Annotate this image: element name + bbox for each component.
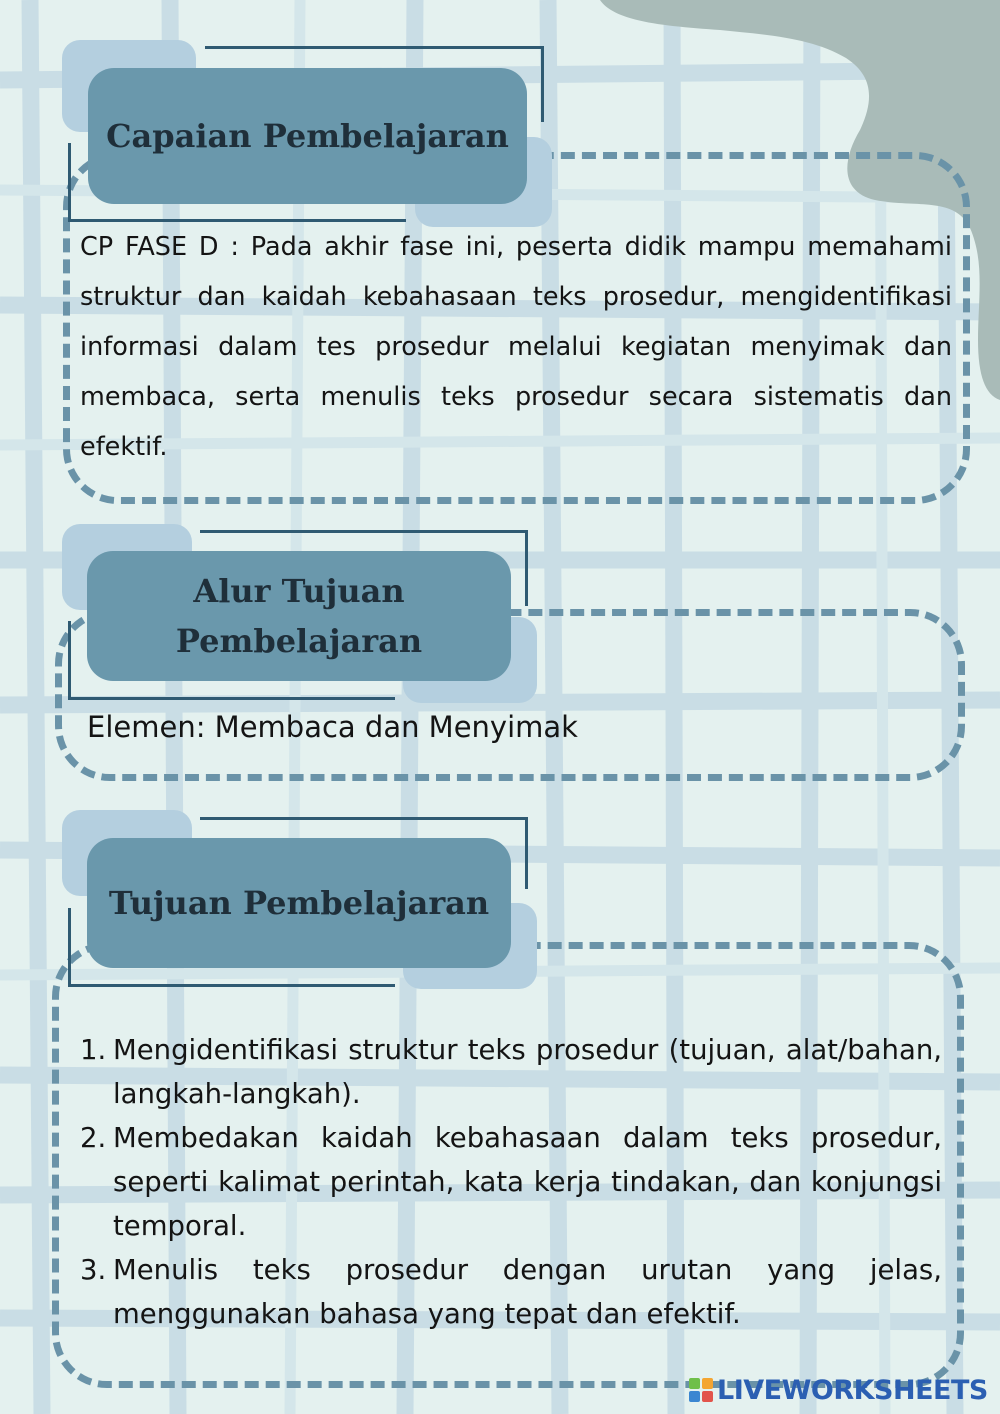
atp-tab-line-top — [200, 530, 528, 533]
atp-title-tab — [87, 551, 511, 681]
list-item — [80, 1028, 942, 1116]
tp-title-tab — [87, 838, 511, 968]
cp-title-tab — [88, 68, 527, 204]
tp-title: Tujuan Pembelajaran — [108, 884, 490, 922]
atp-title-line-1: Alur Tujuan — [193, 572, 405, 610]
tp-tab-line-top — [200, 817, 528, 820]
list-item-number: 2. — [80, 1122, 107, 1154]
liveworksheets-brand-text: LIVEWORKSHEETS — [717, 1374, 988, 1406]
tp-list — [80, 1028, 942, 1336]
atp-tab-line-right — [525, 530, 528, 606]
cp-body-text: CP FASE D : Pada akhir fase ini, peserta didik mampu memahami struktur dan kaidah kebahasaan teks prosedur, mengidentifikasi informasi dalam tes prosedur melalui kegiatan menyimak dan membaca, serta menulis teks prosedur secara sistematis dan efektif. — [80, 232, 952, 462]
tp-tab-line-right — [525, 817, 528, 889]
list-item-text: Mengidentifikasi struktur teks prosedur (tujuan, alat/bahan, langkah-langkah). — [113, 1034, 942, 1110]
cp-tab-line-right — [541, 46, 544, 122]
liveworksheets-brand[interactable] — [688, 1371, 988, 1409]
atp-title-line-2: Pembelajaran — [175, 622, 423, 660]
list-item — [80, 1116, 942, 1248]
tp-tab-line-left — [68, 908, 71, 986]
cp-title: Capaian Pembelajaran — [106, 117, 509, 155]
atp-elemen-text: Elemen: Membaca dan Menyimak — [87, 710, 578, 744]
tp-tab-line-bottom — [68, 984, 395, 987]
cp-tab-line-top — [205, 46, 544, 49]
list-item-text: Membedakan kaidah kebahasaan dalam teks prosedur, seperti kalimat perintah, kata kerja tindakan, dan konjungsi temporal. — [113, 1122, 942, 1242]
list-item-text: Menulis teks prosedur dengan urutan yang jelas, menggunakan bahasa yang tepat dan efektif. — [113, 1254, 942, 1330]
list-item-number: 1. — [80, 1034, 107, 1066]
liveworksheets-logo-icon — [688, 1377, 714, 1403]
cp-tab-line-left — [68, 143, 71, 220]
list-item-number: 3. — [80, 1254, 107, 1286]
atp-tab-line-bottom — [68, 697, 395, 700]
list-item — [80, 1248, 942, 1336]
atp-tab-line-left — [68, 621, 71, 699]
